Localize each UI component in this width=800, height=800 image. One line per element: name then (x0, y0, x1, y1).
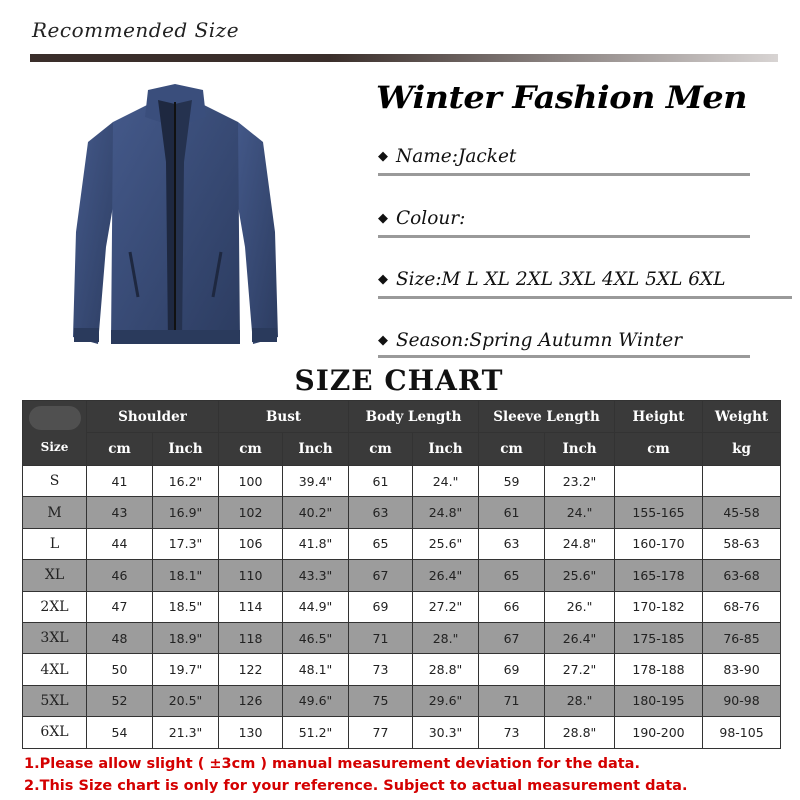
table-cell: 71 (349, 622, 413, 653)
table-cell: 28." (413, 622, 479, 653)
unit-kg: kg (703, 433, 781, 466)
table-cell: 28.8" (413, 654, 479, 685)
diamond-bullet-icon: ◆ (378, 272, 388, 287)
table-cell: 66 (479, 591, 545, 622)
spec-name-text: Name:Jacket (396, 146, 517, 167)
table-cell: 3XL (23, 622, 87, 653)
table-cell: 114 (219, 591, 283, 622)
table-cell: 118 (219, 622, 283, 653)
table-cell: S (23, 466, 87, 497)
unit-cm: cm (219, 433, 283, 466)
table-cell: 29.6" (413, 685, 479, 716)
size-header-blob (29, 406, 81, 430)
table-cell: 20.5" (153, 685, 219, 716)
table-cell: 21.3" (153, 717, 219, 748)
table-cell: 49.6" (283, 685, 349, 716)
diamond-bullet-icon: ◆ (378, 333, 388, 348)
table-row (23, 622, 781, 653)
table-cell: 180-195 (615, 685, 703, 716)
table-cell: 126 (219, 685, 283, 716)
table-cell: 45-58 (703, 497, 781, 528)
size-header-label: Size (40, 440, 69, 454)
bust-header: Bust (219, 401, 349, 433)
table-cell: 43.3" (283, 560, 349, 591)
table-cell: 67 (349, 560, 413, 591)
table-cell: 54 (87, 717, 153, 748)
table-cell: 25.6" (413, 528, 479, 559)
table-cell: 102 (219, 497, 283, 528)
note-1: 1.Please allow slight ( ±3cm ) manual measurement deviation for the data. (24, 756, 640, 772)
diamond-bullet-icon: ◆ (378, 149, 388, 164)
table-cell: 130 (219, 717, 283, 748)
table-cell: 52 (87, 685, 153, 716)
table-cell: 39.4" (283, 466, 349, 497)
unit-cm: cm (349, 433, 413, 466)
table-cell: 48.1" (283, 654, 349, 685)
table-cell: 155-165 (615, 497, 703, 528)
table-cell: 43 (87, 497, 153, 528)
table-row (23, 466, 781, 497)
table-cell: 63 (349, 497, 413, 528)
table-cell: 71 (479, 685, 545, 716)
spec-size (378, 269, 726, 290)
table-cell: 68-76 (703, 591, 781, 622)
table-cell: 63 (479, 528, 545, 559)
table-cell: 122 (219, 654, 283, 685)
table-cell: 24." (413, 466, 479, 497)
table-cell: 4XL (23, 654, 87, 685)
header (0, 0, 800, 70)
table-cell: 25.6" (545, 560, 615, 591)
header-divider (30, 54, 778, 62)
table-cell: 44.9" (283, 591, 349, 622)
size-header (23, 401, 87, 466)
table-cell: 41 (87, 466, 153, 497)
spec-colour (378, 208, 465, 229)
table-cell: 5XL (23, 685, 87, 716)
table-cell: 40.2" (283, 497, 349, 528)
table-cell: 65 (349, 528, 413, 559)
unit-cm: cm (615, 433, 703, 466)
unit-inch: Inch (545, 433, 615, 466)
table-cell: 26." (545, 591, 615, 622)
table-cell: 170-182 (615, 591, 703, 622)
table-cell: 100 (219, 466, 283, 497)
table-cell: 51.2" (283, 717, 349, 748)
table-cell: 83-90 (703, 654, 781, 685)
unit-cm: cm (87, 433, 153, 466)
table-row (23, 528, 781, 559)
table-cell: 73 (349, 654, 413, 685)
spec-divider (378, 173, 750, 176)
brand-title: Winter Fashion Men (376, 80, 747, 116)
table-cell: 106 (219, 528, 283, 559)
table-cell: 46.5" (283, 622, 349, 653)
table-cell: 90-98 (703, 685, 781, 716)
table-cell: 27.2" (413, 591, 479, 622)
table-cell: 48 (87, 622, 153, 653)
table-cell: 18.1" (153, 560, 219, 591)
spec-season (378, 330, 682, 351)
table-cell: 46 (87, 560, 153, 591)
table-cell: 58-63 (703, 528, 781, 559)
table-cell: 190-200 (615, 717, 703, 748)
table-cell: 16.2" (153, 466, 219, 497)
table-cell: 67 (479, 622, 545, 653)
table-cell: M (23, 497, 87, 528)
table-cell: 24.8" (413, 497, 479, 528)
diamond-bullet-icon: ◆ (378, 211, 388, 226)
table-cell: 59 (479, 466, 545, 497)
table-cell: 44 (87, 528, 153, 559)
table-cell: 61 (479, 497, 545, 528)
table-cell: 28." (545, 685, 615, 716)
size-chart-title: SIZE CHART (294, 364, 504, 397)
size-chart-table (22, 400, 781, 749)
spec-size-text: Size:M L XL 2XL 3XL 4XL 5XL 6XL (396, 269, 726, 290)
table-row (23, 497, 781, 528)
table-cell: 30.3" (413, 717, 479, 748)
table-cell (615, 466, 703, 497)
table-row (23, 560, 781, 591)
jacket-image (68, 82, 283, 357)
unit-inch: Inch (413, 433, 479, 466)
table-cell: 69 (479, 654, 545, 685)
table-cell: 27.2" (545, 654, 615, 685)
spec-divider (378, 355, 750, 358)
spec-divider (378, 296, 792, 299)
unit-cm: cm (479, 433, 545, 466)
table-cell: 6XL (23, 717, 87, 748)
table-cell: 41.8" (283, 528, 349, 559)
height-header: Height (615, 401, 703, 433)
table-cell: 98-105 (703, 717, 781, 748)
table-cell: 26.4" (413, 560, 479, 591)
table-cell: 69 (349, 591, 413, 622)
size-chart-body (23, 466, 781, 749)
table-cell: 65 (479, 560, 545, 591)
table-cell: 23.2" (545, 466, 615, 497)
table-cell: 61 (349, 466, 413, 497)
unit-inch: Inch (153, 433, 219, 466)
table-row (23, 685, 781, 716)
header-title: Recommended Size (32, 18, 240, 42)
table-cell: 24." (545, 497, 615, 528)
table-cell: 17.3" (153, 528, 219, 559)
table-cell: 73 (479, 717, 545, 748)
unit-inch: Inch (283, 433, 349, 466)
table-cell: 18.5" (153, 591, 219, 622)
table-cell: XL (23, 560, 87, 591)
table-cell: 110 (219, 560, 283, 591)
shoulder-header: Shoulder (87, 401, 219, 433)
table-cell: 77 (349, 717, 413, 748)
note-2: 2.This Size chart is only for your reference. Subject to actual measurement data. (24, 778, 688, 794)
table-cell: 160-170 (615, 528, 703, 559)
sleeve-length-header: Sleeve Length (479, 401, 615, 433)
table-cell: 24.8" (545, 528, 615, 559)
table-cell: 50 (87, 654, 153, 685)
table-cell: 18.9" (153, 622, 219, 653)
table-row (23, 591, 781, 622)
body-length-header: Body Length (349, 401, 479, 433)
spec-season-text: Season:Spring Autumn Winter (396, 330, 683, 351)
table-cell: 28.8" (545, 717, 615, 748)
table-row (23, 717, 781, 748)
table-cell: 19.7" (153, 654, 219, 685)
spec-divider (378, 235, 750, 238)
table-cell: 76-85 (703, 622, 781, 653)
spec-colour-text: Colour: (396, 208, 466, 229)
table-cell: 75 (349, 685, 413, 716)
table-cell: 178-188 (615, 654, 703, 685)
table-cell: 16.9" (153, 497, 219, 528)
table-cell: 47 (87, 591, 153, 622)
table-cell: 165-178 (615, 560, 703, 591)
table-row (23, 654, 781, 685)
table-cell: 2XL (23, 591, 87, 622)
table-cell: 63-68 (703, 560, 781, 591)
table-cell (703, 466, 781, 497)
weight-header: Weight (703, 401, 781, 433)
table-cell: 175-185 (615, 622, 703, 653)
spec-name (378, 146, 516, 167)
table-cell: 26.4" (545, 622, 615, 653)
table-cell: L (23, 528, 87, 559)
